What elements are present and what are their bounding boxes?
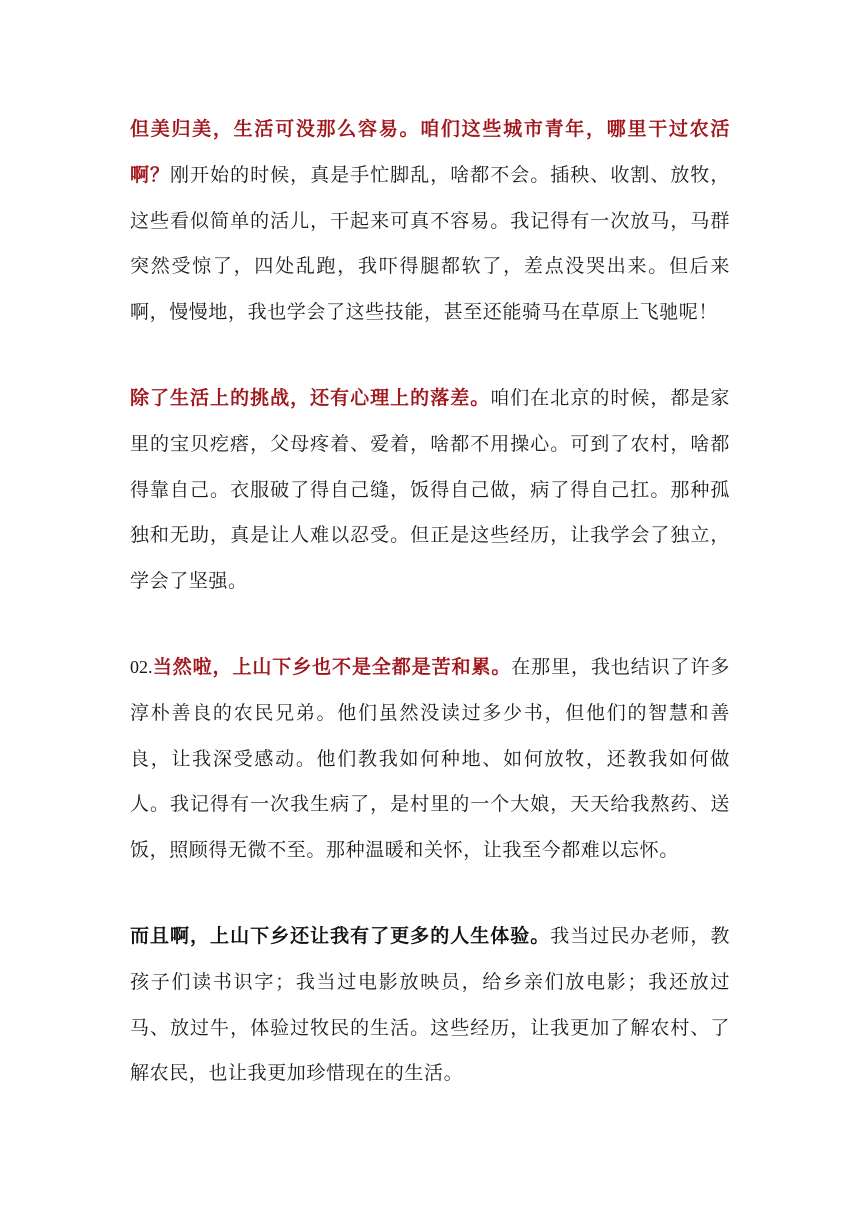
paragraph-highlight: 当然啦，上山下乡也不是全都是苦和累。 xyxy=(152,655,512,678)
paragraph-text: 刚开始的时候，真是手忙脚乱，啥都不会。插秧、收割、放牧，这些看似简单的活儿，干起来可真不容易。我记得有一次放马，马群突然受惊了，四处乱跑，我吓得腿都软了，差点没哭出来。但后来啊，慢慢地，我也学会了这些技能，甚至还能骑马在草原上飞驰呢！ xyxy=(130,163,730,324)
paragraph-farm-life xyxy=(130,107,730,336)
paragraph-text: 我当过民办老师，教孩子们读书识字；我当过电影放映员，给乡亲们放电影；我还放过马、放过牛，体验过牧民的生活。这些经历，让我更加了解农村、了解农民，也让我更加珍惜现在的生活。 xyxy=(130,924,730,1085)
paragraph-psychological-gap xyxy=(130,376,730,605)
paragraph-life-experience xyxy=(130,914,730,1097)
paragraph-highlight: 但美归美，生活可没那么容易。咱们这些城市青年，哪里干过农活啊？ xyxy=(130,118,730,186)
paragraph-highlight: 而且啊，上山下乡还让我有了更多的人生体验。 xyxy=(130,924,551,947)
paragraph-highlight: 除了生活上的挑战，还有心理上的落差。 xyxy=(130,386,491,409)
article-body xyxy=(130,107,730,1137)
paragraph-text: 在那里，我也结识了许多淳朴善良的农民兄弟。他们虽然没读过多少书，但他们的智慧和善良，让我深受感动。他们教我如何种地、如何放牧，还教我如何做人。我记得有一次我生病了，是村里的一个大娘，天天给我熬药、送饭，照顾得无微不至。那种温暖和关怀，让我至今都难以忘怀。 xyxy=(130,655,730,862)
paragraph-text: 咱们在北京的时候，都是家里的宝贝疙瘩，父母疼着、爱着，啥都不用操心。可到了农村，啥都得靠自己。衣服破了得自己缝，饭得自己做，病了得自己扛。那种孤独和无助，真是让人难以忍受。但正是这些经历，让我学会了独立，学会了坚强。 xyxy=(130,386,730,593)
paragraph-farmer-friends xyxy=(130,645,730,874)
section-number: 02. xyxy=(130,656,153,677)
